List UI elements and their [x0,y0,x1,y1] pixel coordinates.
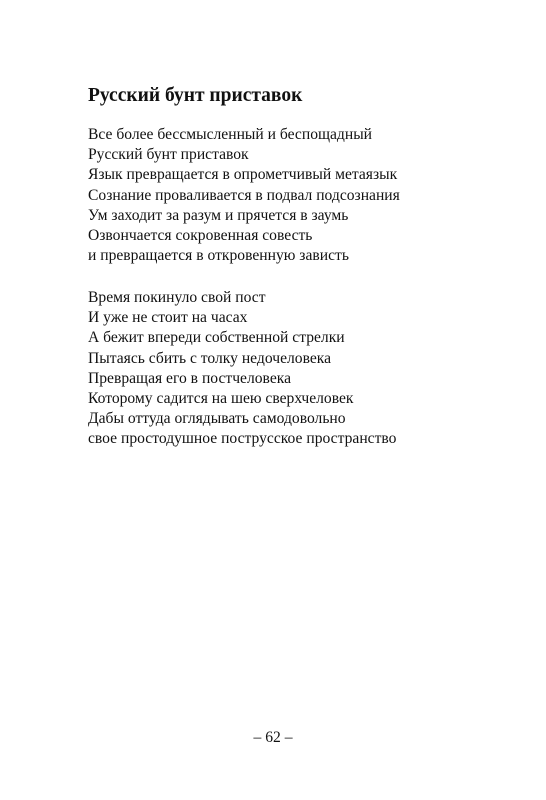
poem-line: И уже не стоит на часах [88,309,248,327]
poem-line: Дабы оттуда оглядывать самодовольно [88,410,346,428]
poem-line: и превращается в откровенную зависть [88,247,349,265]
poem-line: Превращая его в постчеловека [88,369,292,387]
poem-line: Все более бессмысленный и беспощадный [88,126,373,143]
poem-line: Сознание проваливается в подвал подсознания [88,186,400,204]
poem-line: Время покинуло свой пост [88,289,266,306]
poem-line: Пытаясь сбить с толку недочеловека [88,349,332,367]
poem-line: Русский бунт приставок [88,146,249,164]
poem-line: Язык превращается в опрометчивый метаязык [88,166,398,184]
poem-line: свое простодушное пострусское пространство [88,430,397,448]
poem-title: Русский бунт приставок [88,85,303,106]
poem-line: Которому садится на шею сверхчеловек [88,389,354,407]
poem-line: Ум заходит за разум и прячется в заумь [88,206,349,224]
stanza-1 [88,125,400,266]
page-number: – 62 – [253,729,293,746]
poem-line: А бежит впереди собственной стрелки [88,329,345,347]
poem-line: Озвончается сокровенная совесть [88,226,313,244]
stanza-2 [88,288,396,450]
